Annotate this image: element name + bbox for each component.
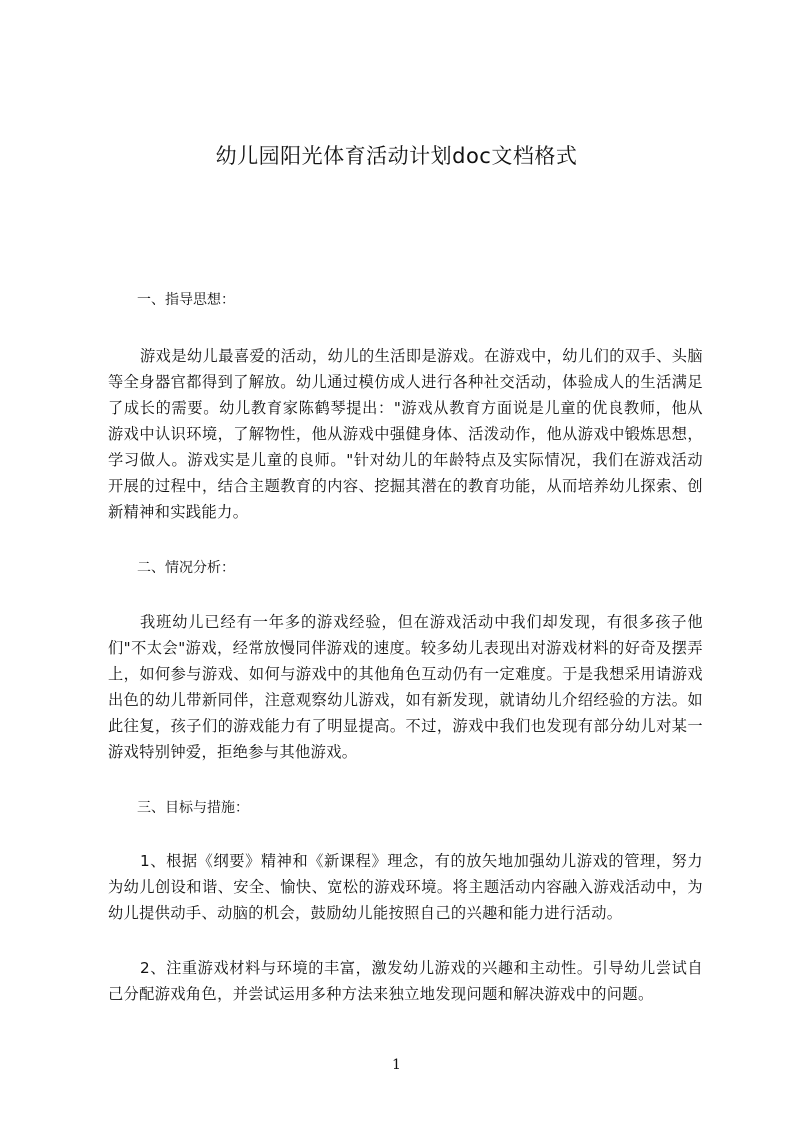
section-heading-goals-measures: 三、目标与措施： xyxy=(137,800,249,816)
paragraph-goal-2: 2、注重游戏材料与环境的丰富，激发幼儿游戏的兴趣和主动性。引导幼儿尝试自己分配游戏角色，并尝试运用多种方法来独立地发现问题和解决游戏中的问题。 xyxy=(108,959,703,1003)
document-title: 幼儿园阳光体育活动计划doc文档格式 xyxy=(215,144,578,168)
section-heading-situation-analysis: 二、情况分析： xyxy=(137,560,235,576)
paragraph-goal-1: 1、根据《纲要》精神和《新课程》理念，有的放矢地加强幼儿游戏的管理，努力为幼儿创设和谐、安全、愉快、宽松的游戏环境。将主题活动内容融入游戏活动中，为幼儿提供动手、动脑的机会，鼓励幼儿能按照自己的兴趣和能力进行活动。 xyxy=(108,852,703,922)
paragraph-guiding-ideology: 游戏是幼儿最喜爱的活动，幼儿的生活即是游戏。在游戏中，幼儿们的双手、头脑等全身器官都得到了解放。幼儿通过模仿成人进行各种社交活动，体验成人的生活满足了成长的需要。幼儿教育家陈鹤琴提出："游戏从教育方面说是儿童的优良教师，他从游戏中认识环境，了解物性，他从游戏中强健身体、活泼动作，他从游戏中锻炼思想，学习做人。游戏实是儿童的良师。"针对幼儿的年龄特点及实际情况，我们在游戏活动开展的过程中，结合主题教育的内容、挖掘其潜在的教育功能，从而培养幼儿探索、创新精神和实践能力。 xyxy=(108,347,703,521)
page-number: 1 xyxy=(392,1057,401,1073)
section-heading-guiding-ideology: 一、指导思想： xyxy=(137,292,235,308)
paragraph-situation-analysis: 我班幼儿已经有一年多的游戏经验，但在游戏活动中我们却发现，有很多孩子他们"不太会"游戏，经常放慢同伴游戏的速度。较多幼儿表现出对游戏材料的好奇及摆弄上，如何参与游戏、如何与游戏中的其他角色互动仍有一定难度。于是我想采用请游戏出色的幼儿带新同伴，注意观察幼儿游戏，如有新发现，就请幼儿介绍经验的方法。如此往复，孩子们的游戏能力有了明显提高。不过，游戏中我们也发现有部分幼儿对某一游戏特别钟爱，拒绝参与其他游戏。 xyxy=(108,613,703,761)
